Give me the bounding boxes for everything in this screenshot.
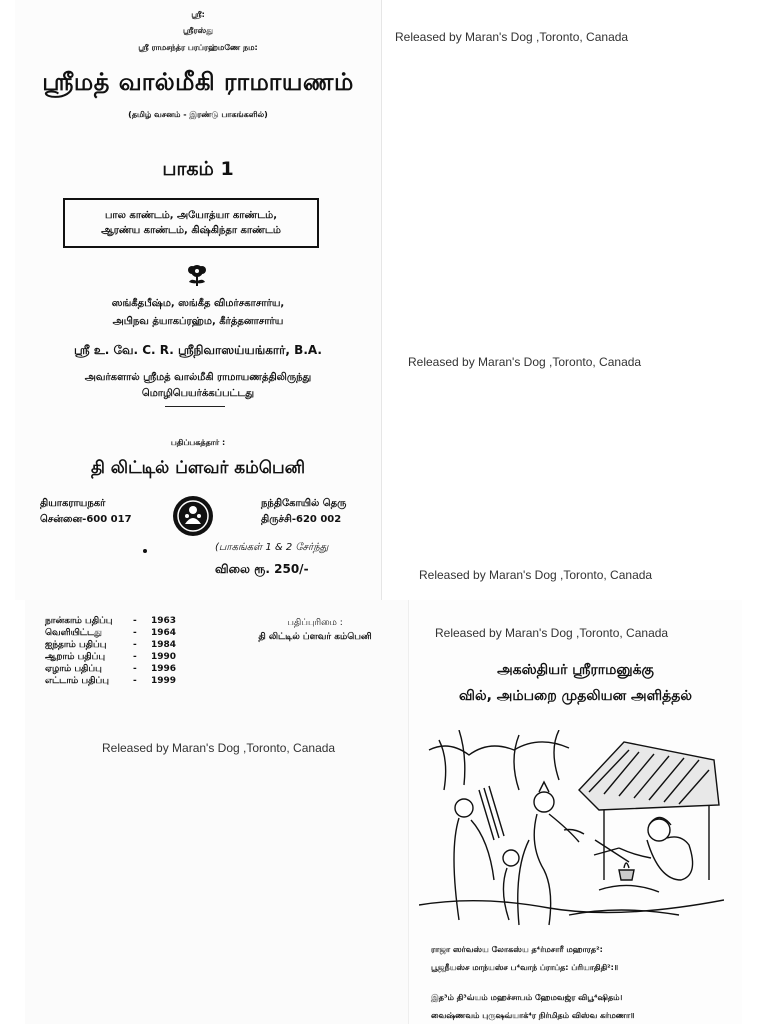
translated-line-1: அவர்களால் ஸ்ரீமத் வால்மீகி ராமாயணத்திலிருந்து — [84, 372, 312, 383]
kandam-line-1: பால காண்டம், அயோத்யா காண்டம், — [104, 210, 278, 221]
invocation: ஸ்ரீ: — [191, 10, 205, 19]
watermark-1: Released by Maran's Dog ,Toronto, Canada — [395, 30, 629, 44]
edition-label: ஏழாம் பதிப்பு — [45, 664, 102, 674]
book-subtitle: (தமிழ் வசனம் - இரண்டு பாகங்களில்) — [128, 110, 268, 119]
honorific-line-1: ஸங்கீதபீஷ்ம, ஸங்கீத விமர்சகாசார்ய, — [111, 298, 285, 309]
imprint-page-scan — [25, 600, 408, 1024]
publisher-emblem-icon — [171, 494, 215, 538]
watermark-2: Released by Maran's Dog ,Toronto, Canada — [408, 355, 642, 369]
book-title: ஸ்ரீமத் வால்மீகி ராமாயணம் — [42, 68, 354, 96]
title-page-scan — [15, 0, 382, 600]
address-left-line-2: சென்னை-600 017 — [40, 514, 132, 525]
edition-label: எட்டாம் பதிப்பு — [45, 676, 109, 686]
edition-row: எட்டாம் பதிப்பு - 1999 — [45, 676, 177, 686]
edition-label: வெளியிட்டது — [45, 628, 102, 638]
price-line: விலை ரூ. 250/- — [215, 562, 309, 576]
edition-label: நான்காம் பதிப்பு — [45, 616, 113, 626]
address-right-line-2: திருச்சி-620 002 — [261, 514, 342, 525]
translated-line-2: மொழிபெயர்க்கப்பட்டது — [141, 388, 255, 399]
invocation-secondary: ஸ்ரீரஸ்து — [182, 26, 214, 35]
edition-year: 1964 — [151, 628, 177, 638]
watermark-5: Released by Maran's Dog ,Toronto, Canada — [435, 626, 669, 640]
copyright-holder: தி லிட்டில் ப்ளவர் கம்பெனி — [258, 632, 372, 642]
edition-year: 1984 — [151, 640, 177, 650]
author-name: ஸ்ரீ உ. வே. C. R. ஸ்ரீநிவாஸய்யங்கார், B.A. — [74, 343, 322, 357]
copyright-label: பதிப்புரிமை : — [287, 618, 343, 628]
dedication-line: ஸ்ரீ ராமசந்த்ர பரப்ரஹ்மணே நம: — [138, 43, 258, 52]
watermark-4: Released by Maran's Dog ,Toronto, Canada — [102, 741, 336, 755]
publisher-label: பதிப்பகத்தார் : — [170, 438, 226, 447]
edition-label: ஆறாம் பதிப்பு — [45, 652, 106, 662]
verse-line-3: இத³ம் தி³வ்யம் மஹச்சாபம் ஹேமவஜ்ர விபூ⁴ஷிதம்। — [431, 993, 623, 1002]
edition-row: நான்காம் பதிப்பு - 1963 — [45, 616, 177, 626]
watermark-3: Released by Maran's Dog ,Toronto, Canada — [419, 568, 653, 582]
edition-list — [45, 615, 245, 695]
kandam-line-2: ஆரண்ய காண்டம், கிஷ்கிந்தா காண்டம் — [101, 225, 281, 236]
bundle-note: (பாகங்கள் 1 & 2 சேர்ந்து — [215, 542, 329, 553]
illustration-page-scan — [408, 600, 742, 1024]
verse-line-4: வைஷ்ணவம் புருஷவ்யாக்⁴ர நிர்மிதம் விஸ்வ கர்மணா॥ — [431, 1011, 635, 1020]
edition-row: ஐந்தாம் பதிப்பு - 1984 — [45, 640, 177, 650]
illustration-title-line-2: வில், அம்பறை முதலியன அளித்தல் — [459, 688, 692, 704]
kandam-list-box — [63, 198, 319, 248]
divider-rule — [165, 406, 225, 407]
verse-line-2: பூஜநீயஸ்ச மாந்யஸ்ச ப⁴வாந் ப்ராப்த: ப்ரியாதிதி²:॥ — [431, 963, 619, 972]
address-right-line-1: நந்திகோயில் தெரு — [261, 498, 347, 509]
ink-dot — [143, 549, 147, 553]
illustration-title-line-1: அகஸ்தியர் ஸ்ரீராமனுக்கு — [497, 662, 654, 678]
verse-line-1: ராஜா ஸர்வஸ்ய லோகஸ்ய த⁴ர்மசாரீ மஹாரத²: — [431, 945, 603, 954]
edition-row: ஏழாம் பதிப்பு - 1996 — [45, 664, 177, 674]
flower-ornament-icon — [183, 262, 211, 288]
publisher-name: தி லிட்டில் ப்ளவர் கம்பெனி — [90, 458, 306, 478]
part-heading: பாகம் 1 — [162, 158, 234, 180]
edition-year: 1963 — [151, 616, 177, 626]
honorific-line-2: அபிநவ த்யாகப்ரஹ்ம, கீர்த்தனாசார்ய — [112, 316, 284, 327]
edition-row: ஆறாம் பதிப்பு - 1990 — [45, 652, 177, 662]
agastya-rama-illustration — [419, 730, 724, 930]
edition-year: 1999 — [151, 676, 177, 686]
edition-label: ஐந்தாம் பதிப்பு — [45, 640, 107, 650]
edition-year: 1990 — [151, 652, 177, 662]
address-left-line-1: தியாகராயநகர் — [40, 498, 106, 509]
edition-year: 1996 — [151, 664, 177, 674]
edition-row: வெளியிட்டது - 1964 — [45, 628, 177, 638]
